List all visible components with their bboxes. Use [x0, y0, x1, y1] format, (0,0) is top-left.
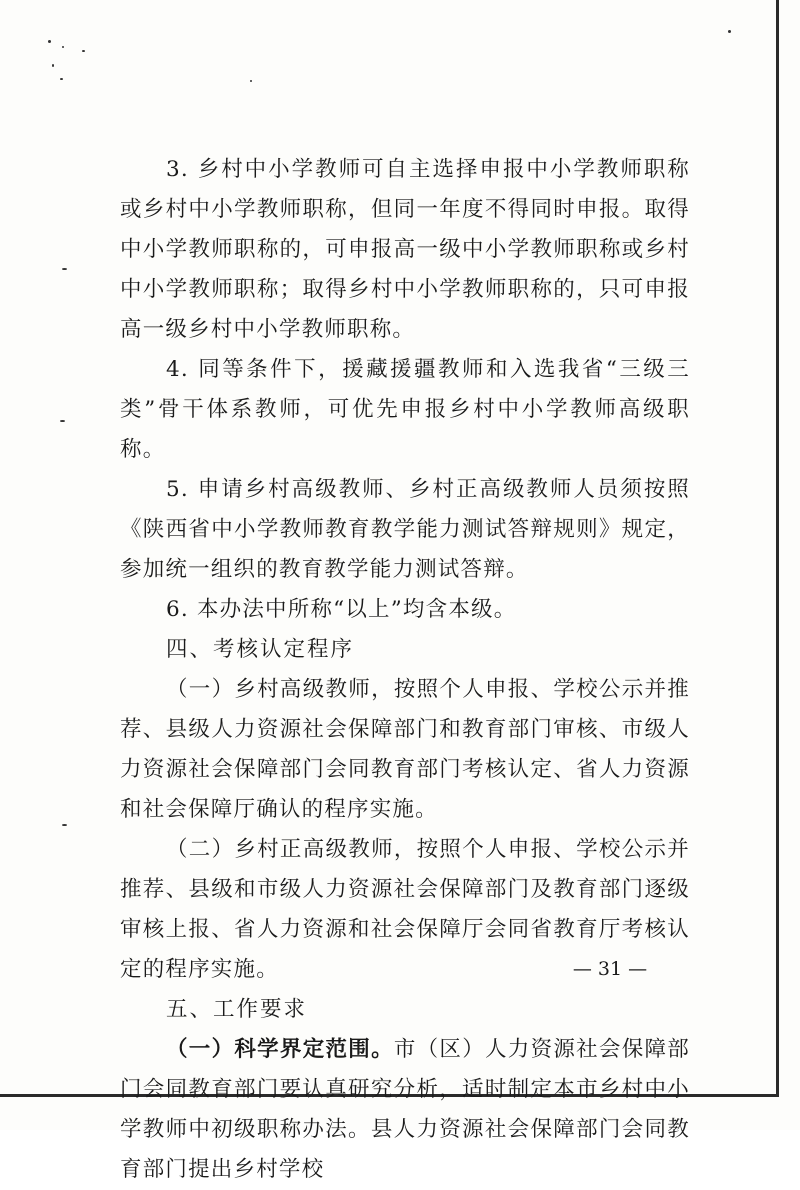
- scan-border-right: [776, 0, 779, 1096]
- scan-speck: [62, 46, 64, 48]
- paragraph-procedure-1: （一）乡村高级教师，按照个人申报、学校公示并推荐、县级人力资源社会保障部门和教育部门审核、市级人力资源社会保障部门会同教育部门考核认定、省人力资源和社会保障厅确认的程序实施。: [120, 677, 690, 822]
- section-heading-procedure: 四、考核认定程序: [166, 637, 355, 662]
- scan-speck: [728, 30, 731, 33]
- scan-speck: [62, 824, 67, 826]
- paragraph-requirements-1: [120, 1030, 690, 1190]
- document-body: [120, 150, 690, 1190]
- scan-speck: [62, 268, 67, 270]
- paragraph-item-6: 6. 本办法中所称“以上”均含本级。: [166, 597, 517, 622]
- scan-speck: [60, 78, 63, 80]
- scan-speck: [52, 64, 54, 67]
- scan-speck: [82, 50, 85, 52]
- paragraph-body: 市（区）人力资源社会保障部门会同教育部门要认真研究分析，适时制定本市乡村中小学教师中初级职称办法。县人力资源社会保障部门会同教育部门提出乡村学校: [120, 1037, 690, 1182]
- paragraph-item-4: 4. 同等条件下，援藏援疆教师和入选我省“三级三类”骨干体系教师，可优先申报乡村中小学教师高级职称。: [120, 357, 690, 462]
- paragraph-procedure-2: （二）乡村正高级教师，按照个人申报、学校公示并推荐、县级和市级人力资源社会保障部门及教育部门逐级审核上报、省人力资源和社会保障厅会同省教育厅考核认定的程序实施。: [120, 837, 690, 982]
- scan-speck: [48, 40, 51, 43]
- paragraph-item-3: 3. 乡村中小学教师可自主选择申报中小学教师职称或乡村中小学教师职称，但同一年度不得同时申报。取得中小学教师职称的，可申报高一级中小学教师职称或乡村中小学教师职称；取得乡村中小学教师职称的，只可申报高一级乡村中小学教师职称。: [120, 157, 690, 342]
- scan-speck: [250, 80, 252, 82]
- scan-speck: [60, 420, 65, 422]
- paragraph-item-5: 5. 申请乡村高级教师、乡村正高级教师人员须按照《陕西省中小学教师教育教学能力测试答辩规则》规定，参加统一组织的教育教学能力测试答辩。: [120, 477, 690, 582]
- section-heading-requirements: 五、工作要求: [166, 997, 308, 1022]
- paragraph-bold-lead: （一）科学界定范围。: [166, 1037, 394, 1062]
- page-number: — 31 —: [572, 958, 648, 980]
